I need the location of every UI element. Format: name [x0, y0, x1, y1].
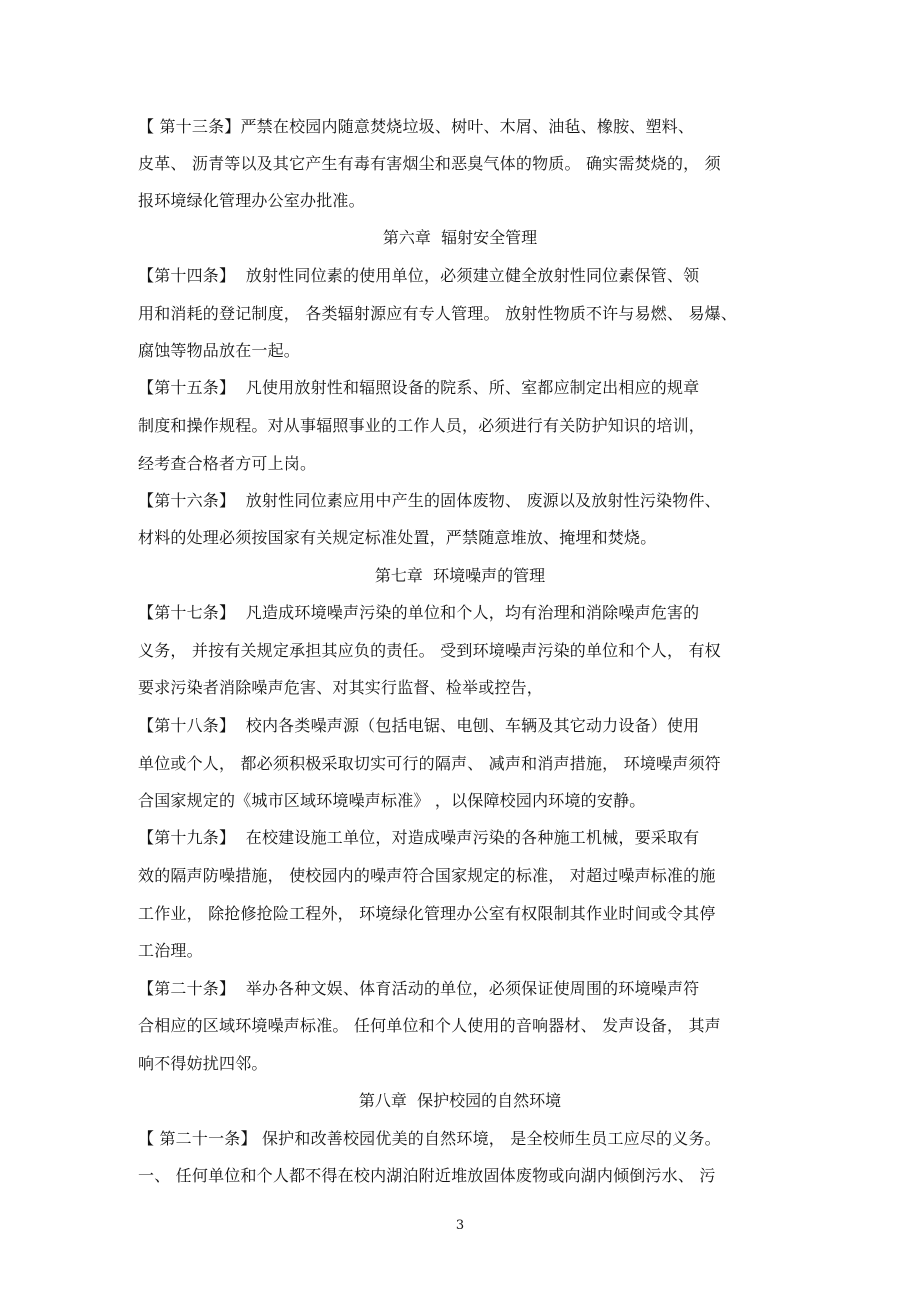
article-18-line-3: 合国家规定的《城市区域环境噪声标准》 ，以保障校园内环境的安静。 — [138, 791, 646, 810]
article-16-line-2: 材料的处理必须按国家有关规定标准处置，严禁随意堆放、掩埋和焚烧。 — [138, 528, 657, 547]
article-16-line-1: 【第十六条】 放射性同位素应用中产生的固体废物、 废源以及放射性污染物件、 — [138, 491, 721, 510]
article-21-line-2: 一、 任何单位和个人都不得在校内湖泊附近堆放固体废物或向湖内倾倒污水、 污 — [138, 1166, 716, 1185]
article-13-line-1: 【 第十三条】严禁在校园内随意焚烧垃圾、树叶、木屑、油毡、橡胺、塑料、 — [138, 117, 695, 136]
page-number: 3 — [455, 1218, 465, 1233]
chapter-8-title: 第八章 保护校园的自然环境 — [358, 1091, 562, 1110]
article-20-line-1: 【第二十条】 举办各种文娱、体育活动的单位，必须保证使周围的环境噪声符 — [138, 979, 700, 998]
article-17-line-2: 义务， 并按有关规定承担其应负的责任。 受到环境噪声污染的单位和个人， 有权 — [138, 641, 721, 660]
article-20-line-3: 响不得妨扰四邻。 — [138, 1054, 268, 1073]
article-20-line-2: 合相应的区域环境噪声标准。 任何单位和个人使用的音响器材、 发声设备， 其声 — [138, 1016, 721, 1035]
article-18-line-2: 单位或个人， 都必须积极采取切实可行的隔声、 减声和消声措施， 环境噪声须符 — [138, 754, 721, 773]
article-14-line-3: 腐蚀等物品放在一起。 — [138, 341, 301, 360]
article-13-line-3: 报环境绿化管理办公室办批准。 — [138, 191, 365, 210]
article-14-line-2: 用和消耗的登记制度， 各类辐射源应有专人管理。 放射性物质不许与易燃、 易爆、 — [138, 304, 738, 323]
article-18-line-1: 【第十八条】 校内各类噪声源（包括电锯、电刨、车辆及其它动力设备）使用 — [138, 716, 700, 735]
article-13-line-2: 皮革、 沥青等以及其它产生有毒有害烟尘和恶臭气体的物质。 确实需焚烧的， 须 — [138, 154, 721, 173]
article-17-line-1: 【第十七条】 凡造成环境噪声污染的单位和个人，均有治理和消除噪声危害的 — [138, 603, 700, 622]
article-19-line-3: 工作业， 除抢修抢险工程外， 环境绿化管理办公室有权限制其作业时间或令其停 — [138, 904, 716, 923]
article-19-line-4: 工治理。 — [138, 941, 203, 960]
chapter-7-title: 第七章 环境噪声的管理 — [374, 566, 546, 585]
article-15-line-3: 经考查合格者方可上岗。 — [138, 454, 317, 473]
article-19-line-1: 【第十九条】 在校建设施工单位，对造成噪声污染的各种施工机械，要采取有 — [138, 828, 700, 847]
article-15-line-2: 制度和操作规程。对从事辐照事业的工作人员，必须进行有关防护知识的培训， — [138, 416, 706, 435]
article-15-line-1: 【第十五条】 凡使用放射性和辐照设备的院系、所、室都应制定出相应的规章 — [138, 378, 700, 397]
article-17-line-3: 要求污染者消除噪声危害、对其实行监督、检举或控告， — [138, 678, 544, 697]
article-14-line-1: 【第十四条】 放射性同位素的使用单位，必须建立健全放射性同位素保管、领 — [138, 266, 700, 285]
article-21-line-1: 【 第二十一条】 保护和改善校园优美的自然环境， 是全校师生员工应尽的义务。 — [138, 1129, 721, 1148]
chapter-6-title: 第六章 辐射安全管理 — [382, 228, 538, 247]
article-19-line-2: 效的隔声防噪措施， 使校园内的噪声符合国家规定的标准， 对超过噪声标准的施 — [138, 866, 716, 885]
